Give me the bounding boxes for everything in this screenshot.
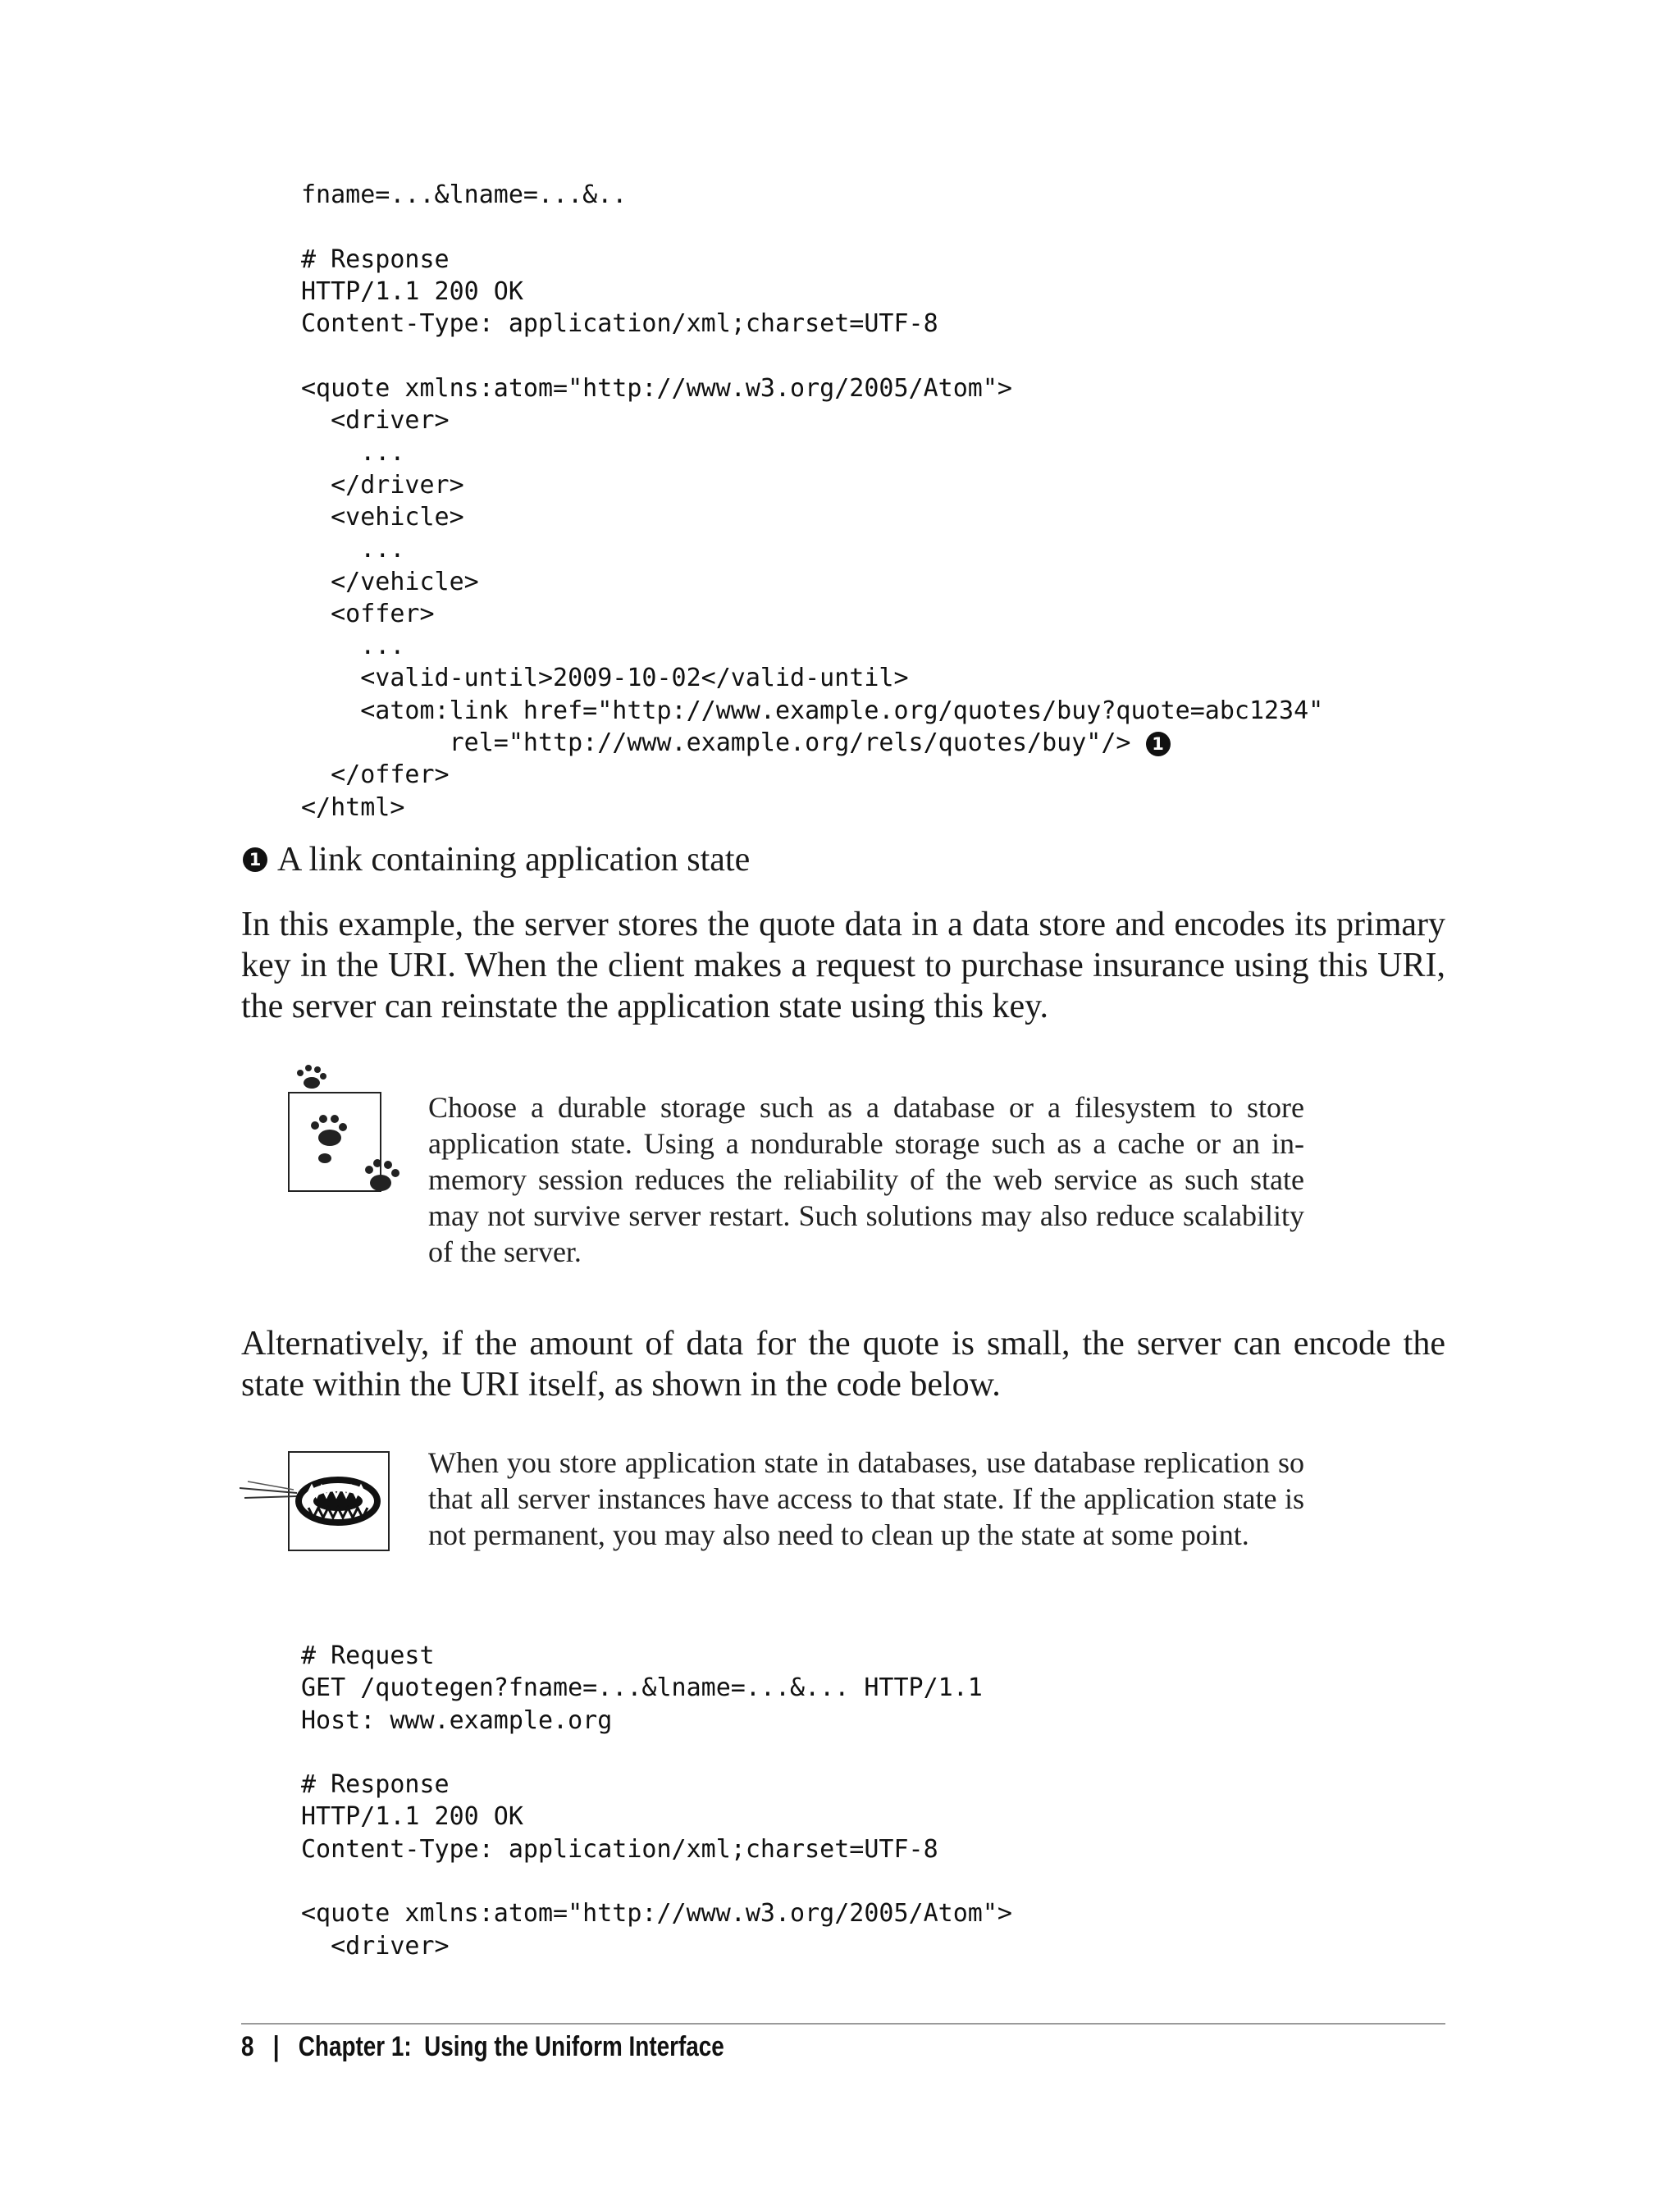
code-line: </html> [301,792,405,822]
code-line: # Request [301,1641,435,1670]
code-line: fname=...&lname=...&.. [301,180,628,209]
page-number: 8 [241,2031,254,2062]
code-line: <driver> [301,1931,450,1961]
footer-separator: | [272,2031,280,2062]
callout-marker: 1 [243,847,267,872]
callout-description [243,839,750,880]
warning-trap-icon [240,1445,395,1552]
code-line: Content-Type: application/xml;charset=UTF-8 [301,309,938,339]
body-paragraph: Alternatively, if the amount of data for the quote is small, the server can encode the state within the URI itself, as shown in the code below. [241,1325,1445,1404]
page-footer [241,2031,724,2063]
code-line: # Response [301,244,450,274]
code-line: <quote xmlns:atom="http://www.w3.org/2005/Atom"> [301,1899,1012,1929]
body-paragraph: In this example, the server stores the quote data in a data store and encodes its primary key in the URI. When the client makes a request to purchase insurance using this URI, the server can reinstate the application state using this key. [241,906,1445,1025]
code-line: <atom:link href="http://www.example.org/quotes/buy?quote=abc1234" [301,696,1324,725]
warning-note-text: When you store application state in databases, use database replication so that all server instances have access to that state. If the application state is not permanent, you may also need to clean up the state at some point. [428,1446,1304,1551]
code-line [301,211,1323,243]
code-block-2 [301,1640,1012,1962]
code-line: Host: www.example.org [301,1705,613,1735]
code-line: GET /quotegen?fname=...&lname=...&... HTTP/1.1 [301,1673,983,1703]
code-line: ... [301,438,405,468]
code-line: ... [301,632,405,661]
tip-note-text: Choose a durable storage such as a database or a filesystem to store application state. Using a nondurable storage such as a cache or an in-memory session reduces the reliability of the web service as such state may not survive server restart. Such solutions may also reduce scalability of the server. [428,1091,1304,1268]
callout-text: A link containing application state [277,841,751,879]
code-line: </vehicle> [301,567,479,596]
code-line: </driver> [301,470,464,500]
footer-divider [241,2023,1445,2025]
chapter-title: Chapter 1: Using the Uniform Interface [298,2031,724,2062]
code-line: ... [301,535,405,564]
code-line: <valid-until>2009-10-02</valid-until> [301,664,909,693]
code-block-1 [301,179,1323,824]
tip-paw-prints-icon [279,1060,410,1208]
code-line: HTTP/1.1 200 OK [301,276,523,306]
code-line: </offer> [301,760,450,790]
code-line-with-callout [301,727,1323,759]
code-line [301,340,1323,372]
code-line-text: rel="http://www.example.org/rels/quotes/buy"/> [301,728,1131,758]
callout-marker: 1 [1146,732,1171,756]
code-line [301,1865,1012,1897]
code-line: Content-Type: application/xml;charset=UTF-8 [301,1834,938,1864]
code-line: HTTP/1.1 200 OK [301,1802,523,1832]
code-line: # Response [301,1770,450,1800]
code-line: <vehicle> [301,502,464,532]
code-line: <driver> [301,406,450,436]
code-line: <quote xmlns:atom="http://www.w3.org/2005/Atom"> [301,373,1012,403]
code-line: <offer> [301,599,435,628]
code-line [301,1737,1012,1769]
